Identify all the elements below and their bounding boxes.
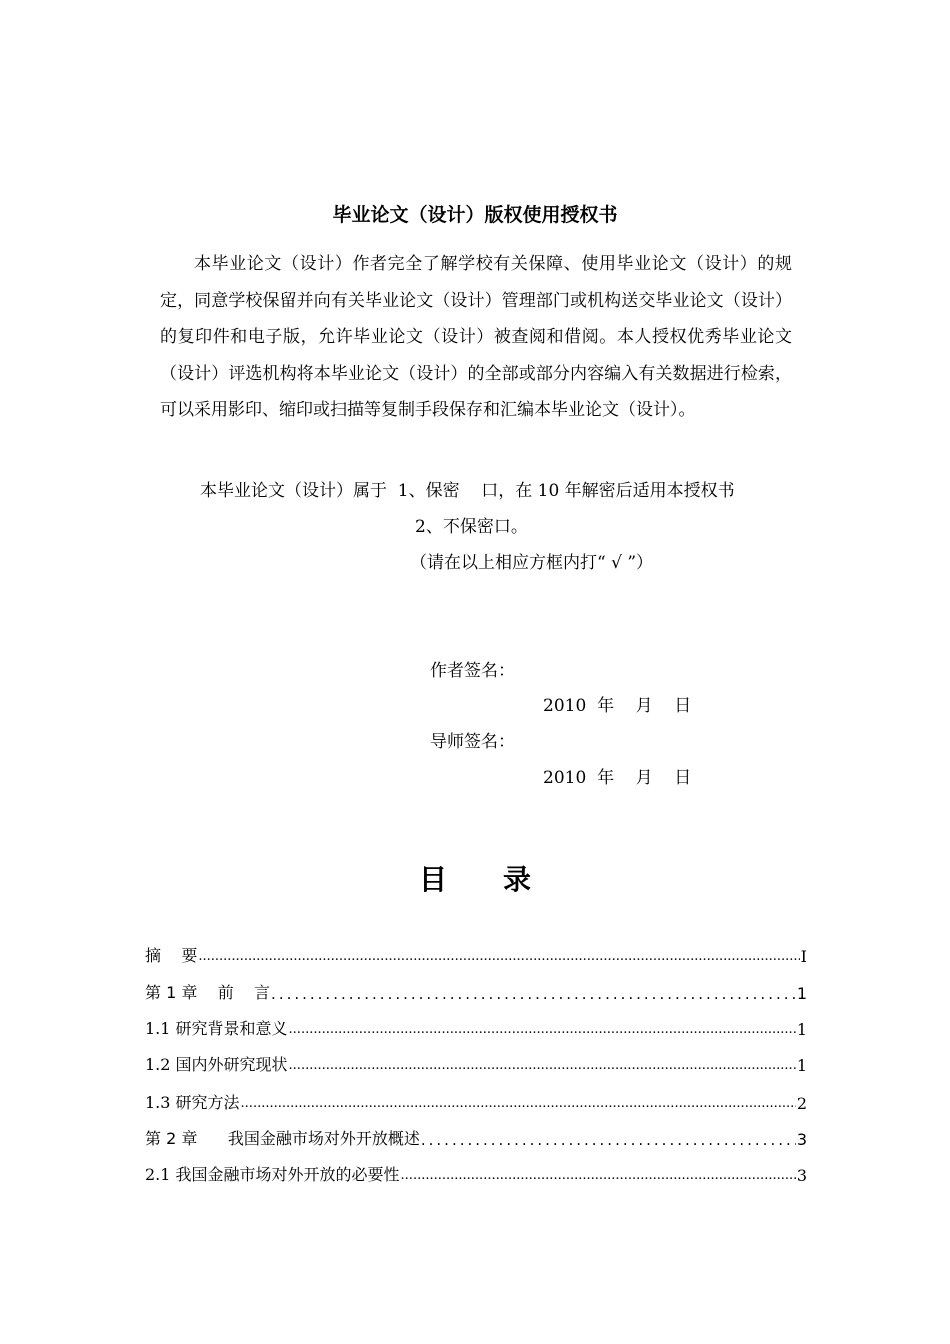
toc-entry-section-1-2[interactable] — [145, 1051, 807, 1075]
toc-entry-chapter-1[interactable] — [145, 979, 807, 1003]
toc-entry-label: 1.1 研究背景和意义 — [145, 1019, 288, 1038]
advisor-signature-label: 导师签名： — [430, 732, 515, 752]
toc-leader-dots — [271, 985, 796, 1003]
toc-entry-label: 第 1 章 前 言 — [145, 983, 271, 1002]
toc-entry-page: I — [800, 947, 807, 966]
toc-heading — [0, 858, 950, 898]
non-confidential-option-line: 2、不保密口。 — [415, 517, 528, 537]
confidentiality-option-line: 本毕业论文（设计）属于 1、保密 口，在 10 年解密后适用本授权书 — [200, 481, 735, 501]
checkbox-instruction: （请在以上相应方框内打“ √ ”） — [410, 553, 654, 573]
authorization-paragraph: 本毕业论文（设计）作者完全了解学校有关保障、使用毕业论文（设计）的规定，同意学校保留并向有关毕业论文（设计）管理部门或机构送交毕业论文（设计）的复印件和电子版，允许毕业论文（设计）被查阅和借阅。本人授权优秀毕业论文（设计）评选机构将本毕业论文（设计）的全部或部分内容编入有关数据进行检索，可以采用影印、缩印或扫描等复制手段保存和汇编本毕业论文（设计）。 — [160, 254, 792, 420]
toc-entry-label: 第 2 章 我国金融市场对外开放概述 — [145, 1129, 420, 1148]
toc-leader-dots — [198, 948, 799, 966]
toc-entry-chapter-2[interactable] — [145, 1125, 807, 1149]
toc-leader-dots — [241, 1095, 796, 1113]
toc-heading-part2: 录 — [503, 863, 532, 896]
toc-entry-page: 1 — [796, 984, 807, 1003]
toc-leader-dots — [289, 1057, 796, 1075]
toc-leader-dots — [421, 1131, 796, 1149]
toc-heading-part1: 目 — [418, 863, 447, 896]
toc-entry-label: 2.1 我国金融市场对外开放的必要性 — [145, 1165, 400, 1184]
toc-leader-dots — [289, 1021, 796, 1039]
toc-entry-page: 3 — [796, 1130, 807, 1149]
toc-entry-page: 1 — [796, 1056, 807, 1075]
toc-entry-section-2-1[interactable] — [145, 1161, 807, 1185]
advisor-signature-date: 2010 年 月 日 — [543, 768, 692, 788]
author-signature-date: 2010 年 月 日 — [543, 696, 692, 716]
toc-leader-dots — [401, 1167, 796, 1185]
toc-entry-abstract[interactable] — [145, 942, 807, 966]
author-signature-label: 作者签名： — [430, 661, 515, 681]
toc-entry-label: 1.3 研究方法 — [145, 1093, 240, 1112]
toc-entry-page: 1 — [796, 1020, 807, 1039]
toc-entry-section-1-3[interactable] — [145, 1089, 807, 1113]
toc-entry-section-1-1[interactable] — [145, 1015, 807, 1039]
toc-entry-label: 1.2 国内外研究现状 — [145, 1055, 288, 1074]
toc-entry-page: 2 — [796, 1094, 807, 1113]
toc-entry-page: 3 — [796, 1166, 807, 1185]
authorization-title: 毕业论文（设计）版权使用授权书 — [332, 204, 618, 226]
toc-entry-label: 摘 要 — [145, 946, 198, 965]
